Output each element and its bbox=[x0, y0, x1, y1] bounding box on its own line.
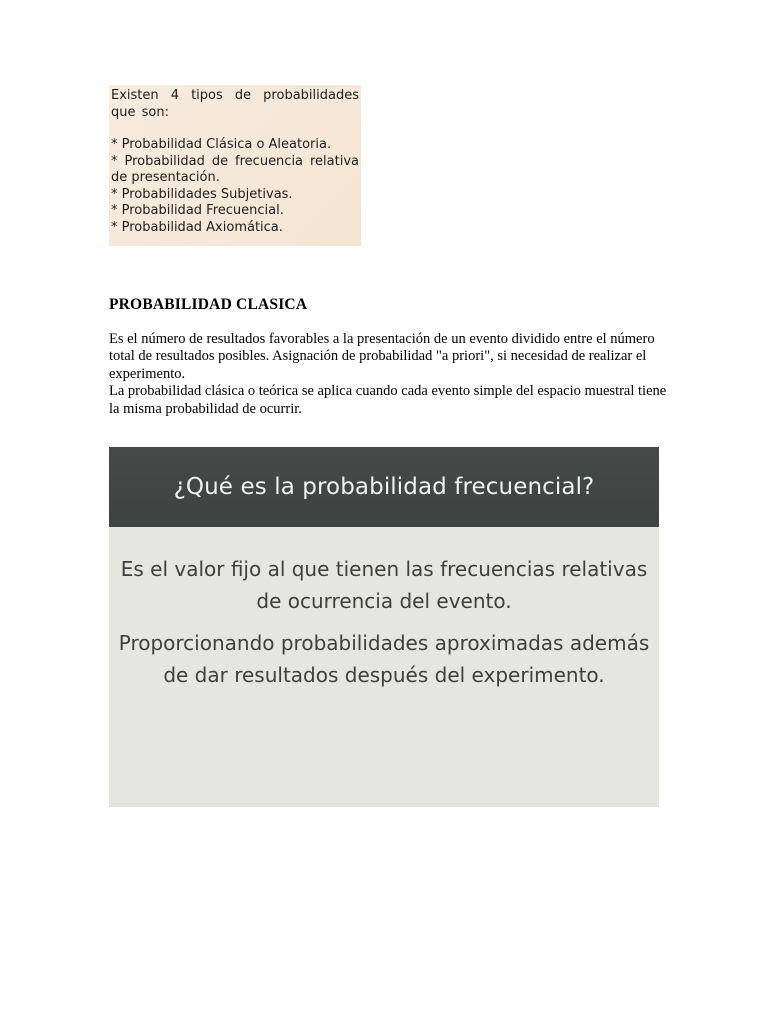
section-body bbox=[109, 331, 669, 418]
slide-body bbox=[109, 527, 659, 691]
slide-paragraph-detail: Proporcionando probabilidades aproximadas además de dar resultados después del experimento. bbox=[118, 631, 650, 687]
slide-title: ¿Qué es la probabilidad frecuencial? bbox=[173, 474, 595, 500]
type-item-axiomatic: * Probabilidad Axiomática. bbox=[111, 219, 283, 235]
type-item-classic: * Probabilidad Clásica o Aleatoria. bbox=[111, 137, 332, 152]
section-title: PROBABILIDAD CLASICA bbox=[109, 296, 308, 313]
slide-paragraph-definition: Es el valor fijo al que tienen las frecuencias relativas de ocurrencia del evento. bbox=[120, 557, 648, 613]
type-item-subjective: * Probabilidades Subjetivas. bbox=[111, 186, 293, 202]
frequency-probability-slide bbox=[109, 447, 659, 807]
probability-types-image bbox=[109, 85, 361, 246]
types-intro: Existen 4 tipos de probabilidades que son: bbox=[111, 88, 359, 120]
body-paragraph-application: La probabilidad clásica o teórica se aplica cuando cada evento simple del espacio muestral tiene la misma probabilidad de ocurrir. bbox=[109, 383, 667, 417]
type-item-frequential: * Probabilidad Frecuencial. bbox=[111, 203, 284, 218]
type-item-relative-frequency: * Probabilidad de frecuencia relativa de presentación. bbox=[111, 153, 359, 185]
body-paragraph-definition: Es el número de resultados favorables a la presentación de un evento dividido entre el número total de resultados posibles. Asignación de probabilidad "a priori", si necesidad de realizar el experimento. bbox=[109, 331, 655, 382]
slide-header bbox=[109, 447, 659, 527]
